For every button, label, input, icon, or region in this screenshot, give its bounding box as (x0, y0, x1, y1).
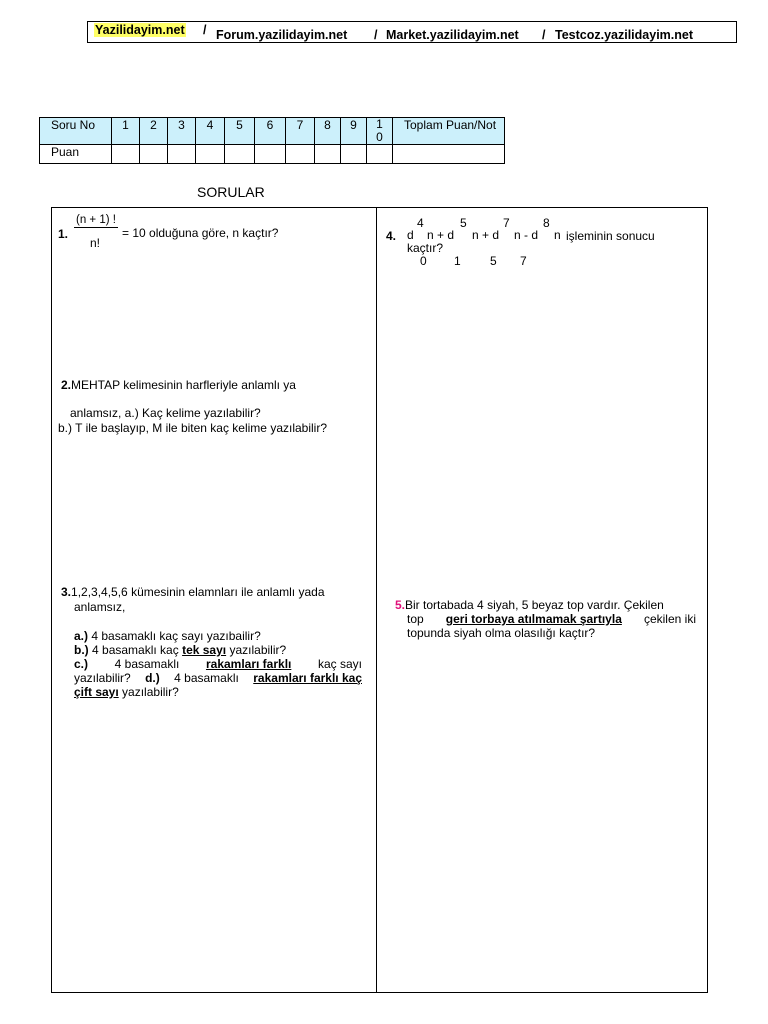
site-link-market[interactable]: Market.yazilidayim.net (386, 28, 519, 42)
question-number-cell: 5 (225, 118, 255, 145)
q3-d-label: d.) (145, 671, 160, 685)
q5-line2b: çekilen iki (643, 612, 696, 626)
q4-sub3: 5 (490, 254, 497, 268)
link-separator: / (374, 28, 378, 42)
q4-text1: işleminin sonucu (566, 229, 655, 243)
question-number-cell: 7 (286, 118, 315, 145)
points-cell[interactable] (196, 145, 225, 164)
q4-text2: kaçtır? (407, 241, 444, 255)
site-links-banner (87, 21, 737, 43)
site-link-forum[interactable]: Forum.yazilidayim.net (216, 28, 348, 42)
points-cell[interactable] (286, 145, 315, 164)
q1-text: = 10 olduğuna göre, n kaçtır? (122, 226, 279, 240)
q3-line1-text: 1,2,3,4,5,6 kümesinin elamnları ile anlamlı yada (71, 585, 325, 599)
q3-b-text2: yazılabilir? (229, 643, 287, 657)
q3-line1 (61, 585, 325, 599)
points-cell[interactable] (255, 145, 286, 164)
question-number-cell (367, 118, 393, 145)
q3-a-text: 4 basamaklı kaç sayı yazıbailir? (91, 629, 261, 643)
q3-d-emphasis2: çift sayı (74, 685, 119, 699)
site-link-testcoz[interactable]: Testcoz.yazilidayim.net (555, 28, 694, 42)
points-cell[interactable] (112, 145, 140, 164)
question-number-cell: 1 (112, 118, 140, 145)
q3-c-label: c.) (74, 657, 89, 671)
q4-sup4: 8 (543, 216, 550, 230)
q5-line2 (407, 612, 696, 626)
q4-d1: d (407, 228, 414, 242)
q4-sub1: 0 (420, 254, 427, 268)
q5-line2a: top (407, 612, 424, 626)
q4-sub4: 7 (520, 254, 527, 268)
q2-line2: anlamsız, a.) Kaç kelime yazılabilir? (70, 406, 261, 420)
q4-sup2: 5 (460, 216, 467, 230)
q3-option-d (74, 671, 362, 685)
points-cell[interactable] (341, 145, 367, 164)
question-number-cell: 8 (315, 118, 341, 145)
total-label: Toplam Puan/Not (393, 118, 505, 145)
q2-line1 (61, 378, 296, 392)
q2-line3: b.) T ile başlayıp, M ile biten kaç kelime yazılabilir? (58, 421, 328, 435)
site-link-yazilidayim[interactable]: Yazilidayim.net (95, 23, 185, 37)
q3-option-a (74, 629, 261, 643)
q3-number: 3. (61, 585, 72, 599)
q5-line3: topunda siyah olma olasılığı kaçtır? (407, 626, 596, 640)
q5-number: 5. (395, 598, 406, 612)
q3-option-c (74, 657, 362, 671)
points-cell[interactable] (168, 145, 196, 164)
link-separator: / (203, 23, 207, 37)
q5-line1-text: Bir tortabada 4 siyah, 5 beyaz top vardır. Çekilen (405, 598, 664, 612)
q3-d-emphasis1: rakamları farklı kaç (253, 671, 362, 685)
q4-sub2: 1 (454, 254, 461, 268)
q2-line1-text: MEHTAP kelimesinin harfleriyle anlamlı ya (71, 378, 296, 392)
q3-d-text2: yazılabilir? (122, 685, 179, 699)
q3-c-emphasis: rakamları farklı (205, 657, 292, 671)
q2-number: 2. (61, 378, 72, 392)
q4-sup1: 4 (417, 216, 424, 230)
question-number-cell: 4 (196, 118, 225, 145)
q3-option-b (74, 643, 286, 657)
question-number-cell: 3 (168, 118, 196, 145)
q3-a-label: a.) (74, 629, 89, 643)
question-number-cell: 2 (140, 118, 168, 145)
points-cell[interactable] (225, 145, 255, 164)
q5-line1 (395, 598, 664, 612)
question-number-ten: 10 (376, 117, 383, 144)
q3-b-emphasis: tek sayı (182, 643, 227, 657)
q4-number: 4. (386, 229, 397, 243)
q1-numerator: (n + 1) ! (76, 214, 116, 226)
q1-denominator: n! (90, 236, 101, 250)
q3-d-text1: 4 basamaklı (174, 671, 239, 685)
q3-c-text2: kaç sayı (317, 657, 362, 671)
total-points-cell[interactable] (393, 145, 505, 164)
points-cell[interactable] (140, 145, 168, 164)
q4-term3: n - d (514, 228, 539, 242)
points-cell[interactable] (367, 145, 393, 164)
section-title: SORULAR (197, 184, 265, 200)
q4-term4: n (554, 228, 561, 242)
q5-emphasis: geri torbaya atılmamak şartıyla (445, 612, 622, 626)
question-number-cell: 9 (341, 118, 367, 145)
link-separator: / (542, 28, 546, 42)
q3-c-text3: yazılabilir? (74, 671, 131, 685)
score-table (39, 117, 505, 164)
q3-option-d-cont (74, 685, 179, 699)
q4-term2: n + d (472, 228, 500, 242)
question-number-cell: 6 (255, 118, 286, 145)
q3-line2: anlamsız, (74, 600, 126, 614)
q3-c-text1: 4 basamaklı (114, 657, 180, 671)
soru-no-label: Soru No (40, 118, 112, 145)
points-cell[interactable] (315, 145, 341, 164)
score-table-points-row (40, 145, 505, 164)
score-table-header-row (40, 118, 505, 145)
puan-label: Puan (40, 145, 112, 164)
q1-number: 1. (58, 227, 69, 241)
column-divider (376, 207, 377, 993)
q3-b-text1: 4 basamaklı kaç (92, 643, 179, 657)
q4-sup3: 7 (503, 216, 510, 230)
q3-b-label: b.) (74, 643, 89, 657)
q4-term1: n + d (427, 228, 455, 242)
